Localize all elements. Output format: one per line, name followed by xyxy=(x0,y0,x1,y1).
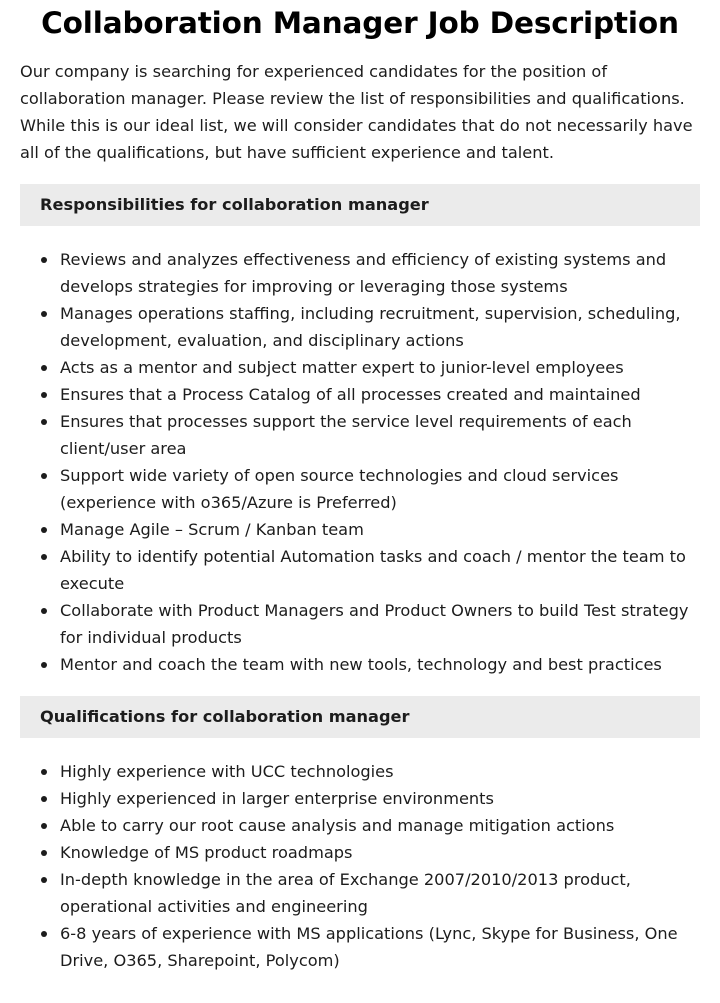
responsibility-text: Manage Agile – Scrum / Kanban team xyxy=(60,520,364,539)
qualifications-heading: Qualifications for collaboration manager xyxy=(20,696,700,738)
bullet-icon xyxy=(41,527,47,533)
responsibilities-list xyxy=(20,246,700,678)
responsibility-text: Acts as a mentor and subject matter expert to junior-level employees xyxy=(60,358,624,377)
qualification-item xyxy=(20,785,700,812)
responsibility-text: Manages operations staffing, including recruitment, supervision, scheduling, development, evaluation, and disciplinary actions xyxy=(60,304,681,350)
qualification-text: Highly experienced in larger enterprise environments xyxy=(60,789,494,808)
responsibility-item xyxy=(20,462,700,516)
bullet-icon xyxy=(41,931,47,937)
responsibility-text: Collaborate with Product Managers and Product Owners to build Test strategy for individual products xyxy=(60,601,689,647)
responsibility-item xyxy=(20,543,700,597)
responsibility-item xyxy=(20,408,700,462)
bullet-icon xyxy=(41,823,47,829)
responsibility-item xyxy=(20,516,700,543)
qualification-text: Knowledge of MS product roadmaps xyxy=(60,843,353,862)
bullet-icon xyxy=(41,392,47,398)
qualifications-list xyxy=(20,758,700,974)
responsibility-text: Mentor and coach the team with new tools, technology and best practices xyxy=(60,655,662,674)
bullet-icon xyxy=(41,796,47,802)
responsibility-item xyxy=(20,651,700,678)
bullet-icon xyxy=(41,608,47,614)
intro-paragraph: Our company is searching for experienced candidates for the position of collaboration manager. Please review the list of responsibilities and qualifications. While this is our ideal list, we will consider candidates that do not necessarily have all of the qualifications, but have sufficient experience and talent. xyxy=(20,62,693,162)
responsibility-text: Support wide variety of open source technologies and cloud services (experience with o365/Azure is Preferred) xyxy=(60,466,619,512)
responsibility-text: Ability to identify potential Automation tasks and coach / mentor the team to execute xyxy=(60,547,686,593)
qualification-item xyxy=(20,758,700,785)
bullet-icon xyxy=(41,257,47,263)
qualification-item xyxy=(20,920,700,974)
qualification-item xyxy=(20,866,700,920)
qualification-text: Highly experience with UCC technologies xyxy=(60,762,394,781)
responsibility-text: Ensures that a Process Catalog of all processes created and maintained xyxy=(60,385,641,404)
qualification-text: 6-8 years of experience with MS applications (Lync, Skype for Business, One Drive, O365, Sharepoint, Polycom) xyxy=(60,924,678,970)
qualification-item xyxy=(20,839,700,866)
bullet-icon xyxy=(41,769,47,775)
bullet-icon xyxy=(41,554,47,560)
bullet-icon xyxy=(41,877,47,883)
bullet-icon xyxy=(41,419,47,425)
responsibility-item xyxy=(20,300,700,354)
responsibility-text: Reviews and analyzes effectiveness and efficiency of existing systems and develops strategies for improving or leveraging those systems xyxy=(60,250,667,296)
qualification-text: In-depth knowledge in the area of Exchange 2007/2010/2013 product, operational activities and engineering xyxy=(60,870,631,916)
qualification-text: Able to carry our root cause analysis and manage mitigation actions xyxy=(60,816,615,835)
responsibilities-heading: Responsibilities for collaboration manager xyxy=(20,184,700,226)
bullet-icon xyxy=(41,850,47,856)
responsibility-item xyxy=(20,354,700,381)
responsibility-item xyxy=(20,246,700,300)
bullet-icon xyxy=(41,473,47,479)
qualification-item xyxy=(20,812,700,839)
responsibility-text: Ensures that processes support the service level requirements of each client/user area xyxy=(60,412,632,458)
page-title: Collaboration Manager Job Description xyxy=(41,6,679,40)
responsibility-item xyxy=(20,381,700,408)
bullet-icon xyxy=(41,311,47,317)
bullet-icon xyxy=(41,365,47,371)
bullet-icon xyxy=(41,662,47,668)
responsibility-item xyxy=(20,597,700,651)
